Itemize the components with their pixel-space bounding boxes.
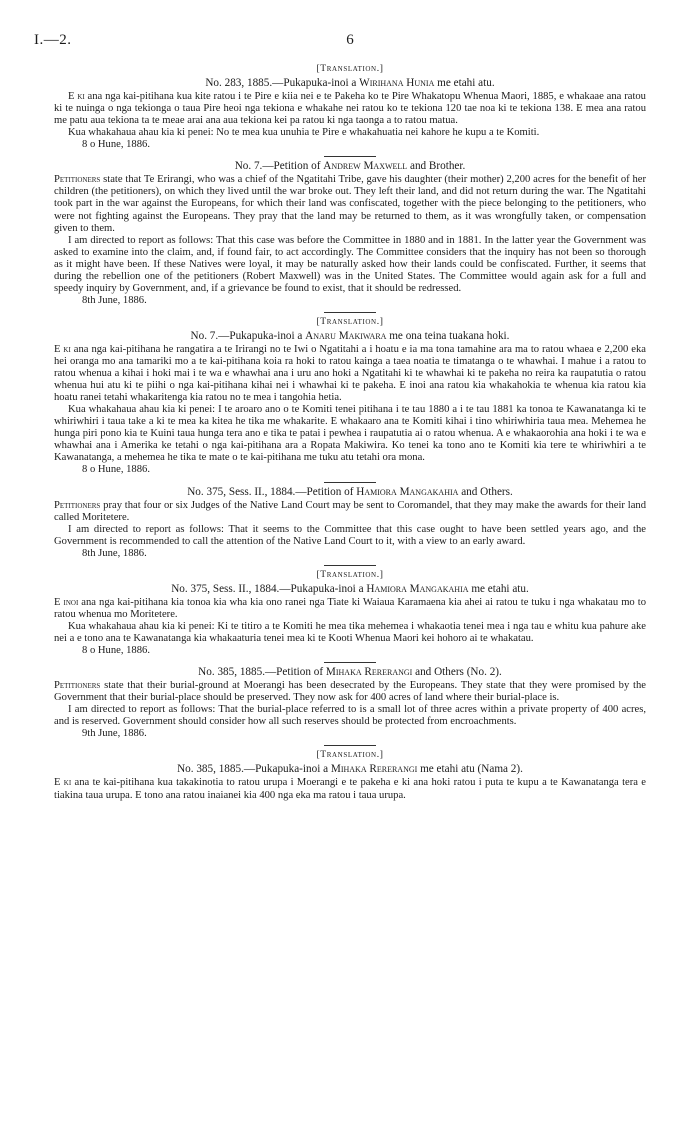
- report-paragraph: I am directed to report as follows: That it seems to the Committee that this case ought to have been settled years ago, and the Government is recommended to call the attention of the Native Land Court to it, with a view to an early award.: [54, 523, 646, 547]
- report-date: 8 o Hune, 1886.: [82, 645, 150, 657]
- translation-label: [Translation.]: [316, 315, 384, 327]
- petition-title: No. 375, Sess. II., 1884.—Pukapuka-inoi a Hamiora Mangakahia me etahi atu.: [171, 582, 529, 595]
- section-divider: [324, 482, 376, 483]
- petition-section: [54, 666, 646, 740]
- petition-title: No. 385, 1885.—Pukapuka-inoi a Mihaka Rererangi me etahi atu (Nama 2).: [177, 763, 523, 776]
- petition-paragraph: E inoi ana nga kai-pitihana kia tonoa kia wha kia ono ranei nga Tiate ki Waiaua Karamaena kia ahei ai ratou te tuku i nga whakatau mo to ratou whenua mo Moritetere.: [54, 596, 646, 620]
- report-date: 8th June, 1886.: [82, 547, 147, 559]
- petition-title: No. 385, 1885.—Petition of Mihaka Rererangi and Others (No. 2).: [198, 666, 502, 679]
- report-date: 9th June, 1886.: [82, 728, 147, 740]
- petition-paragraph: E ki ana nga kai-pitihana he rangatira a te Irirangi no te Iwi o Ngatitahi a i hoatu e ia ma tona tamahine ara ma to ratou whaea e 2,200 eka hei oranga mo ana tamariki mo a te kai-pitihana koia ra hoki to ratou kainga a taea noatia te timatanga o te whawhai. I mahue i a ratou to ratou whenua a kihai i hoki mai i te wa e whawhai ana i uru ano hoki a Ngatitahi ki te whawhai ki te pakeha no reira ka raupatutia o ratou whenua hui atu ki te piihi o nga kai-pitihana kihai nei i whawhai ki te pakeha. E inoi ana ratou kia whakahokia te whenua kia ratou kia hoatu ranei tetahi whakaritenga kia ratou no te mea i tangohia hetia.: [54, 343, 646, 404]
- petition-section: [54, 330, 646, 477]
- section-divider: [324, 156, 376, 157]
- translation-label: [Translation.]: [316, 63, 384, 74]
- petition-paragraph: E ki ana nga kai-pitihana kua kite ratou i te Pire e kiia nei e te Pakeha ko te Pire Whakatopu Whenua Maori, 1885, e whakaae ana ratou ki te nuinga o nga tekionga o taua Pire heoi nga tekiona e whakahe nei ratou ko te tekiona 120 tae noa ki te tekiona 138. E mea ana ratou me patu aua tekiona ta te meae arai ana aua tekiona kei pa ratou ki nga taonga a to ratou matua.: [54, 91, 646, 127]
- section-divider: [324, 312, 376, 313]
- section-divider: [324, 662, 376, 663]
- report-paragraph: I am directed to report as follows: That the burial-place referred to is a small lot of three acres within a private property of 400 acres, and is reserved. Government should consider how all such reserves should be protected from encroachments.: [54, 704, 646, 728]
- petition-title: No. 283, 1885.—Pukapuka-inoi a Wirihana Hunia me etahi atu.: [205, 77, 495, 90]
- petition-paragraph: Petitioners pray that four or six Judges of the Native Land Court may be sent to Coromandel, that they may make the awards for their land called Moritetere.: [54, 499, 646, 523]
- report-date: 8th June, 1886.: [82, 294, 147, 306]
- section-divider: [324, 565, 376, 566]
- page-number: 6: [346, 32, 354, 48]
- petition-section: [54, 763, 646, 801]
- report-date: 8 o Hune, 1886.: [82, 139, 150, 151]
- petition-title: No. 375, Sess. II., 1884.—Petition of Hamiora Mangakahia and Others.: [187, 485, 513, 498]
- petition-title: No. 7.—Petition of Andrew Maxwell and Brother.: [234, 160, 466, 173]
- petition-paragraph: E ki ana te kai-pitihana kua takakinotia to ratou urupa i Moerangi e te pakeha e ki ana hoki ratou i puta te kupu a te Kawanatanga tera e tiakina taua urupa. E tono ana ratou inaianei kia 400 nga eka ma ratou i taua urupa.: [54, 777, 646, 801]
- report-paragraph: Kua whakahaua ahau kia ki penei: I te aroaro ano o te Komiti tenei pitihana i te tau 1880 a i te tau 1881 ka tonoa te Kawanatanga ki te whiriwhiri i taua take a ki te mea ka kitea he tika me whakarite. E whakaaro ana te Komiti kihai i tino whiriwhiria taua mea. Mehemea he hunga piri pono kia te Kuini taua hunga tera ano e tika te patai i pewhea i raupatutia ai o ratou whenua. A e whakaorohia ana hoki i te wa e whawhai ana i Amerika ke tetahi o nga kai-pitihana ara a Ropata Makiwira. Ko tenei ka tono ano te Komiti kia tere te whiriwhiri a te Kawanatanga, a mehemea he tika te mate o te kai-pitihana me tuku atu tetahi ora mona.: [54, 404, 646, 464]
- translation-label: [Translation.]: [316, 749, 384, 761]
- petition-title: No. 7.—Pukapuka-inoi a Anaru Makiwara me ona teina tuakana hoki.: [190, 329, 510, 342]
- petition-section: [54, 583, 646, 657]
- section-divider: [324, 745, 376, 746]
- paper-reference: I.—2.: [34, 32, 72, 48]
- petition-paragraph: Petitioners state that Te Erirangi, who was a chief of the Ngatitahi Tribe, gave his daughter (their mother) 2,200 acres for the benefit of her children (the petitioners), on which they lived until the war broke out. They left their land, and did not return during the war. The Ngatitahi took part in the war against the Europeans, for which their land was confiscated, together with the piece belonging to the petitioners, who were not fighting against the Europeans. They pray that the land may be returned to them, as it was wrongfully taken, or compensation given to them.: [54, 174, 646, 234]
- report-date: 8 o Hune, 1886.: [82, 464, 150, 476]
- petition-paragraph: Petitioners state that their burial-ground at Moerangi has been desecrated by the Europeans. They state that they were promised by the Government that their burial-place should be preserved. They now ask for 400 acres of land where their burial-place is.: [54, 680, 646, 704]
- report-paragraph: Kua whakahaua ahau kia ki penei: No te mea kua unuhia te Pire e whakahuatia nei kahore he kupu a te Komiti.: [68, 127, 540, 139]
- page-header: [34, 32, 646, 60]
- report-paragraph: I am directed to report as follows: That this case was before the Committee in 1880 and in 1881. In the latter year the Government was asked to examine into the claim, and, if found fair, to act accordingly. The Committee considers that the inquiry has not been so thorough as it might have been. If these Natives were loyal, it may be naturally asked how their lands could be confiscated. Further, it seems that during the rebellion one of the petitioners (Robert Maxwell) was in the United States. The Committee would again ask for a full and speedy inquiry by Government, and, if a grievance be found to exist, that it should be redressed.: [54, 234, 646, 294]
- petition-section: [54, 77, 646, 151]
- translation-label: [Translation.]: [316, 568, 384, 580]
- petition-section: [54, 486, 646, 560]
- petition-section: [54, 160, 646, 307]
- report-paragraph: Kua whakahaua ahau kia ki penei: Ki te titiro a te Komiti he mea tika mehemea i whakaotia tenei mea i nga tau e whitu kua pahure ake nei a e tono ana te Kawanatanga kia whakaaturia tenei mea ki te Kooti Whenua Maori kei hohoro ai te whakatau.: [54, 620, 646, 645]
